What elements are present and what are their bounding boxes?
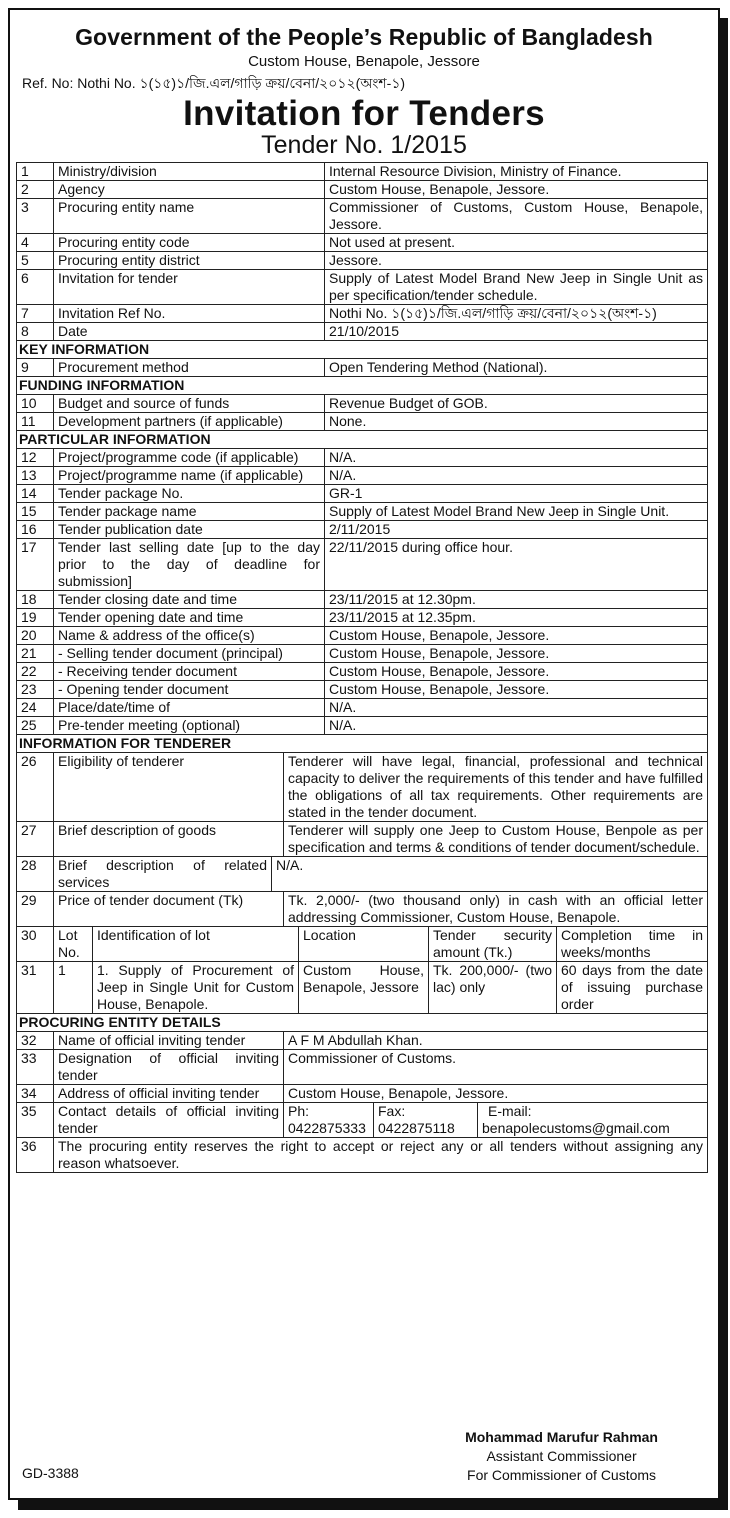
lot-location: Custom House, Benapole, Jessore — [299, 962, 429, 1014]
row-value: Internal Resource Division, Ministry of Finance. — [325, 163, 708, 181]
table-row — [17, 252, 708, 270]
rows-funding — [17, 377, 708, 431]
table-row — [17, 359, 708, 377]
row-number: 36 — [17, 1138, 54, 1173]
entity-table — [16, 1013, 708, 1103]
row-label: Designation of official inviting tender — [54, 1050, 284, 1085]
table-row — [17, 467, 708, 485]
row-number: 18 — [17, 591, 54, 609]
fax-label: Fax: — [378, 1103, 406, 1119]
row-value: 23/11/2015 at 12.30pm. — [325, 591, 708, 609]
row-number: 25 — [17, 717, 54, 735]
row-number: 9 — [17, 359, 54, 377]
tender-number: Tender No. 1/2015 — [261, 131, 467, 159]
section-heading: FUNDING INFORMATION — [17, 377, 708, 395]
table-row — [17, 485, 708, 503]
row-number: 33 — [17, 1050, 54, 1085]
section-information-for-tenderer — [17, 735, 708, 753]
row-number: 11 — [17, 413, 54, 431]
row-number: 28 — [17, 857, 54, 892]
row-value: Nothi No. ১(১৫)১/জি.এল/গাড়ি ক্রয়/বেনা/২০১২(অংশ-১) — [325, 305, 708, 323]
row-number: 21 — [17, 645, 54, 663]
table-row — [17, 1085, 708, 1103]
tender-security-amount: Tk. 200,000/- (two lac) only — [429, 962, 557, 1014]
row-number: 22 — [17, 663, 54, 681]
table-row — [17, 305, 708, 323]
table-row — [17, 892, 708, 927]
section-heading: INFORMATION FOR TENDERER — [17, 735, 708, 753]
row-value: Supply of Latest Model Brand New Jeep in Single Unit as per specification/tender schedule. — [325, 270, 708, 305]
row-number: 20 — [17, 627, 54, 645]
section-procuring-entity-details — [17, 1014, 708, 1032]
row-label: Procuring entity code — [54, 234, 325, 252]
disclaimer-text: The procuring entity reserves the right to accept or reject any or all tenders without assigning any reason whatsoever. — [54, 1138, 708, 1173]
table-row — [17, 181, 708, 199]
table-row — [17, 270, 708, 305]
lot-table — [16, 926, 708, 1014]
row-number: 14 — [17, 485, 54, 503]
lot-number-header: Lot No. — [54, 927, 93, 962]
row-number: 15 — [17, 503, 54, 521]
row-label: Procurement method — [54, 359, 325, 377]
section-funding-information — [17, 377, 708, 395]
table-row — [17, 539, 708, 591]
row-number: 34 — [17, 1085, 54, 1103]
row-label: Procuring entity name — [54, 199, 325, 234]
section-heading: KEY INFORMATION — [17, 341, 708, 359]
row-number: 31 — [17, 962, 54, 1014]
row-value: 21/10/2015 — [325, 323, 708, 341]
row-value: Commissioner of Customs. — [284, 1050, 708, 1085]
row-label: - Receiving tender document — [54, 663, 325, 681]
table-row — [17, 413, 708, 431]
table-row — [17, 449, 708, 467]
completion-time-header: Completion time in weeks/months — [557, 927, 708, 962]
row-value: Commissioner of Customs, Custom House, Benapole, Jessore. — [325, 199, 708, 234]
rows-particular — [17, 431, 708, 735]
row-label: - Selling tender document (principal) — [54, 645, 325, 663]
signatory-title: Assistant Commissioner — [486, 1448, 637, 1464]
row-label: Tender package name — [54, 503, 325, 521]
table-row — [17, 503, 708, 521]
row-number: 10 — [17, 395, 54, 413]
row-value: Not used at present. — [325, 234, 708, 252]
row-value: N/A. — [325, 717, 708, 735]
table-row — [17, 323, 708, 341]
row-label: Ministry/division — [54, 163, 325, 181]
table-row — [17, 663, 708, 681]
row-number: 2 — [17, 181, 54, 199]
row-value: Custom House, Benapole, Jessore. — [325, 663, 708, 681]
section-heading: PARTICULAR INFORMATION — [17, 431, 708, 449]
row-value: Supply of Latest Model Brand New Jeep in Single Unit. — [325, 503, 708, 521]
row-number: 1 — [17, 163, 54, 181]
table-row — [17, 609, 708, 627]
disclaimer-table — [16, 1137, 708, 1173]
table-row — [17, 1138, 708, 1173]
phone-cell — [284, 1103, 374, 1138]
table-row — [17, 681, 708, 699]
table-row — [17, 591, 708, 609]
table-row — [17, 234, 708, 252]
lot-identification-header: Identification of lot — [93, 927, 299, 962]
row-label: Name of official inviting tender — [54, 1032, 284, 1050]
row-label: Brief description of goods — [54, 822, 284, 857]
row-number: 12 — [17, 449, 54, 467]
row-value: Custom House, Benapole, Jessore. — [325, 645, 708, 663]
row-label: Budget and source of funds — [54, 395, 325, 413]
row-value: Tenderer will supply one Jeep to Custom House, Benpole as per specification and terms & conditions of tender document/schedule. — [284, 822, 708, 857]
lot-identification: 1. Supply of Procurement of Jeep in Single Unit for Custom House, Benapole. — [93, 962, 299, 1014]
phone-label: Ph: — [288, 1103, 310, 1119]
table-row — [17, 857, 708, 892]
row-number: 16 — [17, 521, 54, 539]
row-value: Tk. 2,000/- (two thousand only) in cash with an official letter addressing Commissioner, Custom House, Benapole. — [284, 892, 708, 927]
table-row — [17, 645, 708, 663]
row-number: 29 — [17, 892, 54, 927]
row-label: Tender publication date — [54, 521, 325, 539]
row-label: Agency — [54, 181, 325, 199]
row-label: Procuring entity district — [54, 252, 325, 270]
row-number: 23 — [17, 681, 54, 699]
signature-block — [465, 1428, 658, 1485]
lot-row — [17, 962, 708, 1014]
table-row — [17, 163, 708, 181]
row-value: 22/11/2015 during office hour. — [325, 539, 708, 591]
row-number: 5 — [17, 252, 54, 270]
tenderer-table — [16, 734, 708, 857]
row-value: N/A. — [325, 699, 708, 717]
row-label: Price of tender document (Tk) — [54, 892, 284, 927]
signatory-name: Mohammad Marufur Rahman — [465, 1429, 658, 1445]
table-row — [17, 699, 708, 717]
row-value: A F M Abdullah Khan. — [284, 1032, 708, 1050]
row-label: Tender closing date and time — [54, 591, 325, 609]
row-value: None. — [325, 413, 708, 431]
rows-key — [17, 341, 708, 377]
table-row — [17, 1050, 708, 1085]
table-row — [17, 753, 708, 822]
table-row — [17, 1032, 708, 1050]
row-value: Custom House, Benapole, Jessore. — [325, 681, 708, 699]
row-number: 19 — [17, 609, 54, 627]
table-row — [17, 822, 708, 857]
row-value: Revenue Budget of GOB. — [325, 395, 708, 413]
table-row — [17, 199, 708, 234]
row-label: Tender opening date and time — [54, 609, 325, 627]
row-number: 7 — [17, 305, 54, 323]
row-label: Invitation Ref No. — [54, 305, 325, 323]
section-heading: PROCURING ENTITY DETAILS — [17, 1014, 708, 1032]
row-value: Custom House, Benapole, Jessore. — [284, 1085, 708, 1103]
row-number: 30 — [17, 927, 54, 962]
price-table — [16, 891, 708, 927]
tender-security-header: Tender security amount (Tk.) — [429, 927, 557, 962]
row-value: 2/11/2015 — [325, 521, 708, 539]
rows-general — [17, 163, 708, 341]
signatory-for: For Commissioner of Customs — [467, 1467, 657, 1483]
section-particular-information — [17, 431, 708, 449]
email-cell — [478, 1103, 708, 1138]
notice-title: Invitation for Tenders — [183, 94, 545, 133]
notice-header — [10, 24, 718, 160]
phone-number: 0422875333 — [288, 1120, 366, 1136]
row-number: 6 — [17, 270, 54, 305]
row-value: GR-1 — [325, 485, 708, 503]
completion-time: 60 days from the date of issuing purchase order — [557, 962, 708, 1014]
row-value: Open Tendering Method (National). — [325, 359, 708, 377]
row-label: Tender last selling date [up to the day prior to the day of deadline for submission] — [54, 539, 325, 591]
row-label: Project/programme code (if applicable) — [54, 449, 325, 467]
row-number: 24 — [17, 699, 54, 717]
row-value: Tenderer will have legal, financial, professional and technical capacity to deliver the requirements of this tender and have fulfilled the obligations of all tax requirements. Other requirements are stated in the tender document. — [284, 753, 708, 822]
row-value: N/A. — [325, 449, 708, 467]
row-number: 35 — [17, 1103, 54, 1138]
table-row — [17, 717, 708, 735]
row-label: Invitation for tender — [54, 270, 325, 305]
services-table — [16, 856, 708, 892]
row-label: Place/date/time of — [54, 699, 325, 717]
row-number: 3 — [17, 199, 54, 234]
row-value: 23/11/2015 at 12.35pm. — [325, 609, 708, 627]
row-label: Brief description of related services — [54, 857, 272, 892]
lot-header-row — [17, 927, 708, 962]
row-value: N/A. — [272, 857, 708, 892]
table-row — [17, 395, 708, 413]
row-number: 27 — [17, 822, 54, 857]
row-value: Jessore. — [325, 252, 708, 270]
row-label: Development partners (if applicable) — [54, 413, 325, 431]
row-number: 26 — [17, 753, 54, 822]
row-number: 4 — [17, 234, 54, 252]
row-label: Contact details of official inviting tender — [54, 1103, 284, 1138]
table-row — [17, 627, 708, 645]
section-key-information — [17, 341, 708, 359]
row-label: Name & address of the office(s) — [54, 627, 325, 645]
row-number: 13 — [17, 467, 54, 485]
tender-notice — [8, 8, 720, 1500]
row-label: Pre-tender meeting (optional) — [54, 717, 325, 735]
office-line: Custom House, Benapole, Jessore — [248, 53, 480, 70]
gd-number: GD-3388 — [22, 1465, 79, 1481]
row-value: Custom House, Benapole, Jessore. — [325, 181, 708, 199]
government-heading: Government of the People’s Republic of Bangladesh — [75, 24, 653, 50]
row-value: N/A. — [325, 467, 708, 485]
row-number: 17 — [17, 539, 54, 591]
lot-location-header: Location — [299, 927, 429, 962]
row-number: 8 — [17, 323, 54, 341]
info-table — [16, 162, 708, 735]
contact-row — [17, 1103, 708, 1138]
row-label: Project/programme name (if applicable) — [54, 467, 325, 485]
row-label: Address of official inviting tender — [54, 1085, 284, 1103]
email-address: benapolecustoms@gmail.com — [482, 1120, 670, 1136]
row-value: Custom House, Benapole, Jessore. — [325, 627, 708, 645]
page-shadow-bottom — [18, 1500, 728, 1510]
row-number: 32 — [17, 1032, 54, 1050]
email-label: E-mail: — [488, 1103, 532, 1119]
fax-cell — [374, 1103, 478, 1138]
row-label: Tender package No. — [54, 485, 325, 503]
lot-number: 1 — [54, 962, 93, 1014]
reference-number: Ref. No: Nothi No. ১(১৫)১/জি.এল/গাড়ি ক্রয়/বেনা/২০১২(অংশ-১) — [22, 75, 406, 91]
row-label: Eligibility of tenderer — [54, 753, 284, 822]
contact-table — [16, 1102, 708, 1138]
table-row — [17, 521, 708, 539]
row-label: - Opening tender document — [54, 681, 325, 699]
fax-number: 0422875118 — [378, 1120, 455, 1136]
row-label: Date — [54, 323, 325, 341]
